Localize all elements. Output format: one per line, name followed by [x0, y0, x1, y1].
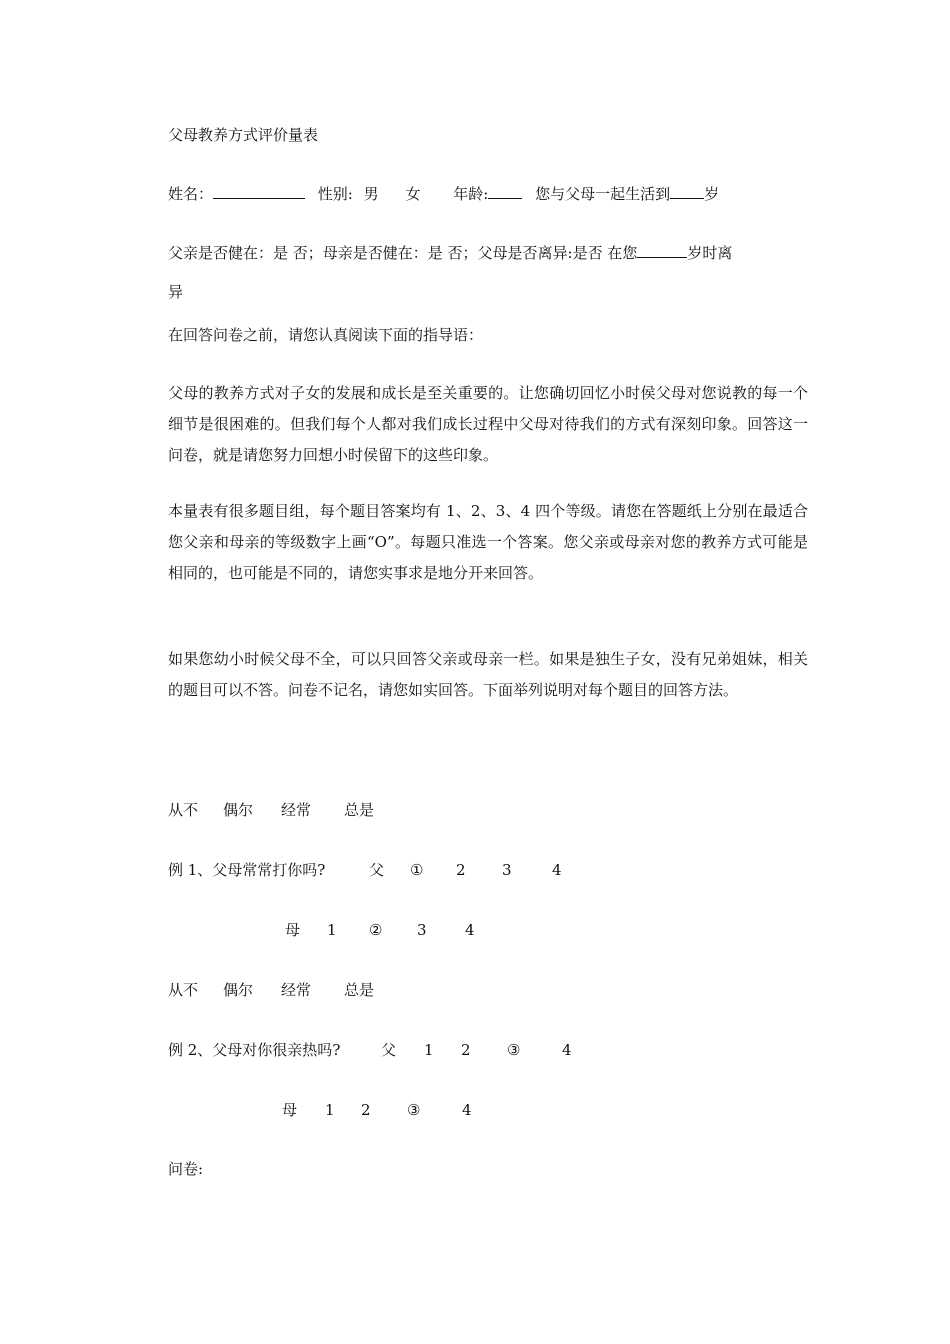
option[interactable]: 1	[325, 1101, 335, 1119]
parent-status-suffix: 岁时离	[687, 244, 733, 262]
years-suffix: 岁	[704, 185, 720, 203]
scale-label-sometimes: 偶尔	[223, 801, 254, 819]
gender-label: 性别:	[317, 185, 353, 203]
example-1-mother-row	[285, 920, 475, 940]
questionnaire-label: 问卷:	[168, 1160, 204, 1178]
example-2-mother-row	[282, 1100, 472, 1120]
option[interactable]: 2	[361, 1101, 371, 1119]
example-1-father-row	[168, 860, 562, 880]
mother-label: 母	[285, 921, 301, 939]
option[interactable]: 2	[461, 1041, 471, 1059]
live-years-blank[interactable]	[670, 184, 704, 199]
instruction-paragraph-2: 本量表有很多题目组，每个题目答案均有 1、2、3、4 四个等级。请您在答题纸上分别在最适合您父亲和母亲的等级数字上画“O”。每题只准选一个答案。您父亲或母亲对您的教养方式可能是相同的，也可能是不同的，请您实事求是地分开来回答。	[168, 502, 808, 582]
option[interactable]: ①	[410, 861, 424, 879]
scale-label-never: 从不	[168, 801, 199, 819]
live-with-parents-label: 您与父母一起生活到	[535, 185, 671, 203]
scale-labels	[168, 800, 374, 820]
father-label: 父	[369, 861, 385, 879]
option[interactable]: 3	[502, 861, 512, 879]
instruction-prompt: 在回答问卷之前，请您认真阅读下面的指导语：	[168, 326, 484, 344]
parent-status-wrap: 异	[168, 283, 184, 301]
option[interactable]: 2	[456, 861, 466, 879]
name-label: 姓名：	[168, 185, 214, 203]
age-blank[interactable]	[488, 184, 522, 199]
option[interactable]: 4	[465, 921, 475, 939]
example-2-father-row	[168, 1040, 572, 1060]
father-label: 父	[381, 1041, 397, 1059]
divorce-age-blank[interactable]	[637, 243, 687, 258]
option[interactable]: 4	[552, 861, 562, 879]
option[interactable]: 1	[327, 921, 337, 939]
document-title: 父母教养方式评价量表	[168, 126, 319, 144]
gender-female[interactable]: 女	[405, 185, 421, 203]
option[interactable]: ③	[507, 1041, 521, 1059]
option[interactable]: ③	[407, 1101, 421, 1119]
instruction-paragraph-1: 父母的教养方式对子女的发展和成长是至关重要的。让您确切回忆小时侯父母对您说教的每一个细节是很困难的。但我们每个人都对我们成长过程中父母对待我们的方式有深刻印象。回答这一问卷，就是请您努力回想小时侯留下的这些印象。	[168, 384, 808, 464]
scale-label-always: 总是	[344, 981, 375, 999]
scale-label-sometimes: 偶尔	[223, 981, 254, 999]
gender-male[interactable]: 男	[363, 185, 379, 203]
scale-label-often: 经常	[281, 981, 312, 999]
personal-info-line	[168, 184, 719, 204]
age-label: 年龄:	[453, 185, 489, 203]
name-blank[interactable]	[213, 184, 305, 199]
option[interactable]: 3	[417, 921, 427, 939]
option[interactable]: 1	[424, 1041, 434, 1059]
parent-status-line	[168, 243, 732, 263]
scale-label-never: 从不	[168, 981, 199, 999]
parent-status-text: 父亲是否健在：是 否；母亲是否健在：是 否；父母是否离异:是否 在您	[168, 244, 638, 262]
scale-label-always: 总是	[344, 801, 375, 819]
option[interactable]: 4	[462, 1101, 472, 1119]
example-2-question: 例 2、父母对你很亲热吗?	[168, 1041, 341, 1059]
scale-label-often: 经常	[281, 801, 312, 819]
scale-labels	[168, 980, 374, 1000]
instruction-paragraph-3: 如果您幼小时候父母不全，可以只回答父亲或母亲一栏。如果是独生子女，没有兄弟姐妹，相关的题目可以不答。问卷不记名，请您如实回答。下面举列说明对每个题目的回答方法。	[168, 650, 808, 699]
option[interactable]: ②	[369, 921, 383, 939]
mother-label: 母	[282, 1101, 298, 1119]
example-1-question: 例 1、父母常常打你吗?	[168, 861, 326, 879]
option[interactable]: 4	[562, 1041, 572, 1059]
